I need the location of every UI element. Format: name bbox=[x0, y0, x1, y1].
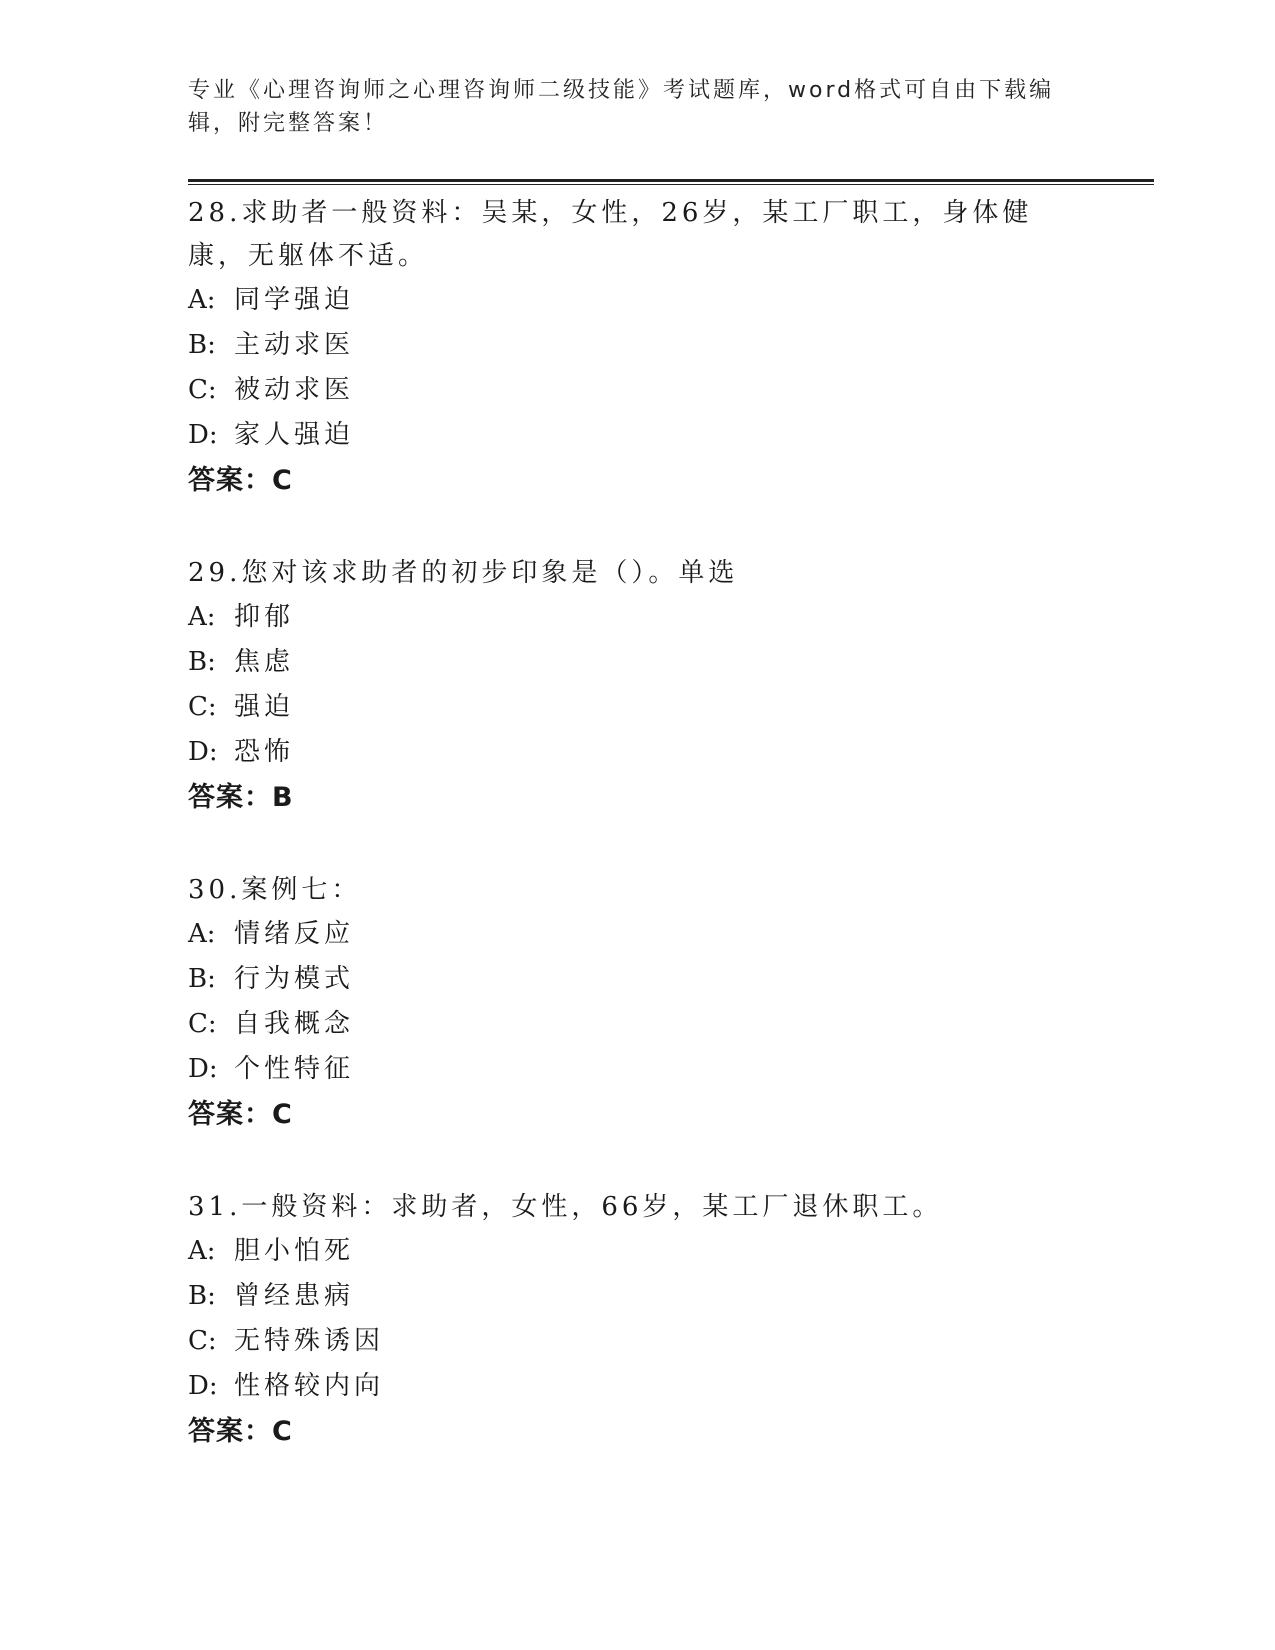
option-b bbox=[188, 957, 1088, 1002]
document-header: 专业《心理咨询师之心理咨询师二级技能》考试题库，word格式可自由下载编辑，附完整答案！ bbox=[188, 78, 1055, 136]
option-letter: C: bbox=[188, 1326, 217, 1356]
question-block bbox=[188, 550, 1088, 821]
question-text: 28.求助者一般资料：吴某，女性，26岁，某工厂职工，身体健康，无躯体不适。 bbox=[188, 198, 1033, 271]
option-letter: D: bbox=[188, 1054, 218, 1084]
option-text: 抑郁 bbox=[234, 602, 295, 632]
option-text: 个性特征 bbox=[234, 1054, 355, 1084]
option-a bbox=[188, 595, 1088, 640]
option-text: 无特殊诱因 bbox=[234, 1326, 385, 1356]
option-text: 同学强迫 bbox=[234, 285, 355, 315]
option-c bbox=[188, 1319, 1088, 1364]
option-c bbox=[188, 1002, 1088, 1047]
option-letter: C: bbox=[188, 1009, 217, 1039]
option-letter: A: bbox=[188, 1236, 216, 1266]
option-text: 焦虑 bbox=[234, 647, 295, 677]
option-b bbox=[188, 640, 1088, 685]
option-text: 情绪反应 bbox=[234, 919, 355, 949]
option-text: 家人强迫 bbox=[234, 420, 355, 450]
option-d bbox=[188, 413, 1088, 458]
question-text: 30.案例七： bbox=[188, 875, 362, 905]
option-letter: D: bbox=[188, 737, 218, 767]
option-d bbox=[188, 1364, 1088, 1409]
option-d bbox=[188, 1047, 1088, 1092]
option-letter: D: bbox=[188, 1371, 218, 1401]
question-text: 31.一般资料：求助者，女性，66岁，某工厂退休职工。 bbox=[188, 1192, 943, 1222]
option-text: 曾经患病 bbox=[234, 1281, 355, 1311]
option-text: 强迫 bbox=[234, 692, 295, 722]
question-block bbox=[188, 1184, 1088, 1455]
answer-line: 答案：B bbox=[188, 782, 294, 813]
option-text: 恐怖 bbox=[234, 737, 295, 767]
option-letter: B: bbox=[188, 1281, 216, 1311]
option-letter: C: bbox=[188, 375, 217, 405]
answer-line: 答案：C bbox=[188, 465, 293, 496]
option-letter: D: bbox=[188, 420, 218, 450]
header-divider-thin bbox=[188, 184, 1154, 185]
option-letter: A: bbox=[188, 285, 216, 315]
option-a bbox=[188, 278, 1088, 323]
option-text: 行为模式 bbox=[234, 964, 355, 994]
answer-line: 答案：C bbox=[188, 1416, 293, 1447]
question-list bbox=[188, 190, 1088, 1501]
option-a bbox=[188, 1229, 1088, 1274]
option-c bbox=[188, 368, 1088, 413]
header-divider-thick bbox=[188, 179, 1154, 182]
option-letter: A: bbox=[188, 919, 216, 949]
option-b bbox=[188, 1274, 1088, 1319]
option-text: 胆小怕死 bbox=[234, 1236, 355, 1266]
option-text: 被动求医 bbox=[234, 375, 355, 405]
question-block bbox=[188, 867, 1088, 1138]
option-text: 性格较内向 bbox=[234, 1371, 385, 1401]
question-text: 29.您对该求助者的初步印象是（）。单选 bbox=[188, 558, 739, 588]
option-b bbox=[188, 323, 1088, 368]
option-letter: B: bbox=[188, 647, 216, 677]
option-letter: A: bbox=[188, 602, 216, 632]
answer-line: 答案：C bbox=[188, 1099, 293, 1130]
option-letter: B: bbox=[188, 964, 216, 994]
question-block bbox=[188, 190, 1088, 504]
option-c bbox=[188, 685, 1088, 730]
option-letter: B: bbox=[188, 330, 216, 360]
option-a bbox=[188, 912, 1088, 957]
option-text: 主动求医 bbox=[234, 330, 355, 360]
option-text: 自我概念 bbox=[234, 1009, 355, 1039]
option-d bbox=[188, 730, 1088, 775]
option-letter: C: bbox=[188, 692, 217, 722]
